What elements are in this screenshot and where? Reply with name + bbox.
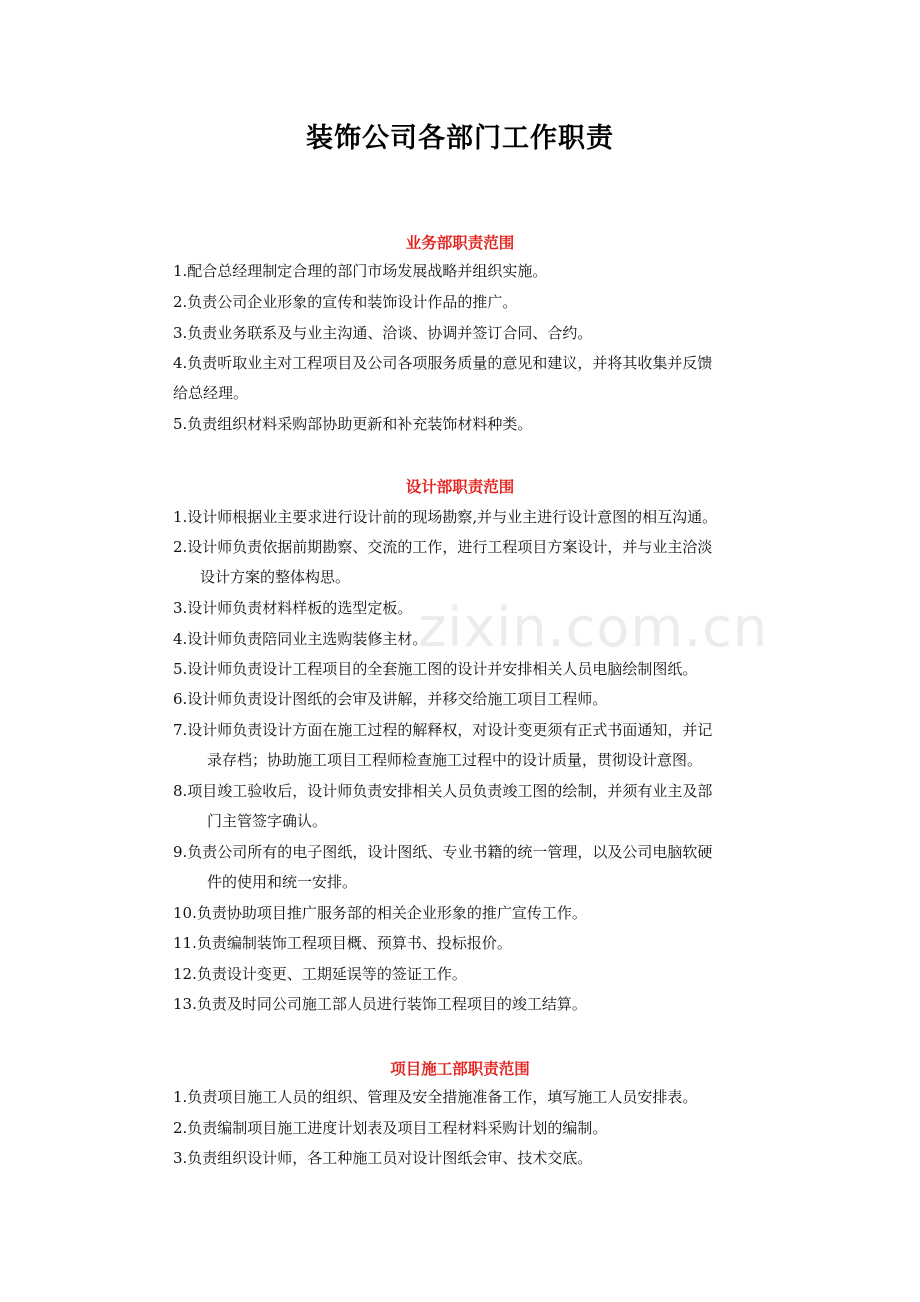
section-heading-business: 业务部职责范围 xyxy=(405,234,515,252)
list-item: 12.负责设计变更、工期延误等的签证工作。 xyxy=(173,965,467,983)
list-item-continuation: 录存档；协助施工项目工程师检查施工过程中的设计质量，贯彻设计意图。 xyxy=(207,751,703,769)
list-item: 4.负责听取业主对工程项目及公司各项服务质量的意见和建议，并将其收集并反馈 xyxy=(173,354,713,372)
list-item-continuation: 给总经理。 xyxy=(173,384,249,402)
list-item: 2.负责编制项目施工进度计划表及项目工程材料采购计划的编制。 xyxy=(173,1119,608,1137)
section-heading-construction: 项目施工部职责范围 xyxy=(390,1060,530,1078)
list-item: 5.负责组织材料采购部协助更新和补充装饰材料种类。 xyxy=(173,415,533,433)
list-item: 11.负责编制装饰工程项目概、预算书、投标报价。 xyxy=(173,934,512,952)
watermark: zixin.com.cn xyxy=(418,596,769,659)
list-item: 1.配合总经理制定合理的部门市场发展战略并组织实施。 xyxy=(173,262,548,280)
list-item: 13.负责及时同公司施工部人员进行装饰工程项目的竣工结算。 xyxy=(173,995,587,1013)
list-item: 1.负责项目施工人员的组织、管理及安全措施准备工作，填写施工人员安排表。 xyxy=(173,1088,698,1106)
list-item: 3.负责业务联系及与业主沟通、洽谈、协调并签订合同、合约。 xyxy=(173,324,593,342)
list-item: 8.项目竣工验收后，设计师负责安排相关人员负责竣工图的绘制，并须有业主及部 xyxy=(173,782,713,800)
list-item: 6.设计师负责设计图纸的会审及讲解，并移交给施工项目工程师。 xyxy=(173,690,608,708)
list-item: 5.设计师负责设计工程项目的全套施工图的设计并安排相关人员电脑绘制图纸。 xyxy=(173,660,698,678)
list-item: 3.负责组织设计师，各工种施工员对设计图纸会审、技术交底。 xyxy=(173,1149,593,1167)
list-item: 1.设计师根据业主要求进行设计前的现场勘察,并与业主进行设计意图的相互沟通。 xyxy=(173,508,718,526)
list-item: 10.负责协助项目推广服务部的相关企业形象的推广宣传工作。 xyxy=(173,904,587,922)
list-item: 2.负责公司企业形象的宣传和装饰设计作品的推广。 xyxy=(173,293,518,311)
list-item-continuation: 件的使用和统一安排。 xyxy=(207,873,358,891)
list-item: 2.设计师负责依据前期勘察、交流的工作，进行工程项目方案设计，并与业主洽淡 xyxy=(173,538,713,556)
list-item: 3.设计师负责材料样板的选型定板。 xyxy=(173,599,413,617)
list-item: 4.设计师负责陪同业主选购装修主材。 xyxy=(173,630,428,648)
list-item: 9.负责公司所有的电子图纸，设计图纸、专业书籍的统一管理，以及公司电脑软硬 xyxy=(173,843,713,861)
list-item-continuation: 门主管签字确认。 xyxy=(207,812,328,830)
list-item-continuation: 设计方案的整体构思。 xyxy=(200,568,351,586)
section-heading-design: 设计部职责范围 xyxy=(405,478,515,496)
page-title: 装饰公司各部门工作职责 xyxy=(306,123,614,154)
list-item: 7.设计师负责设计方面在施工过程的解释权，对设计变更须有正式书面通知，并记 xyxy=(173,721,713,739)
